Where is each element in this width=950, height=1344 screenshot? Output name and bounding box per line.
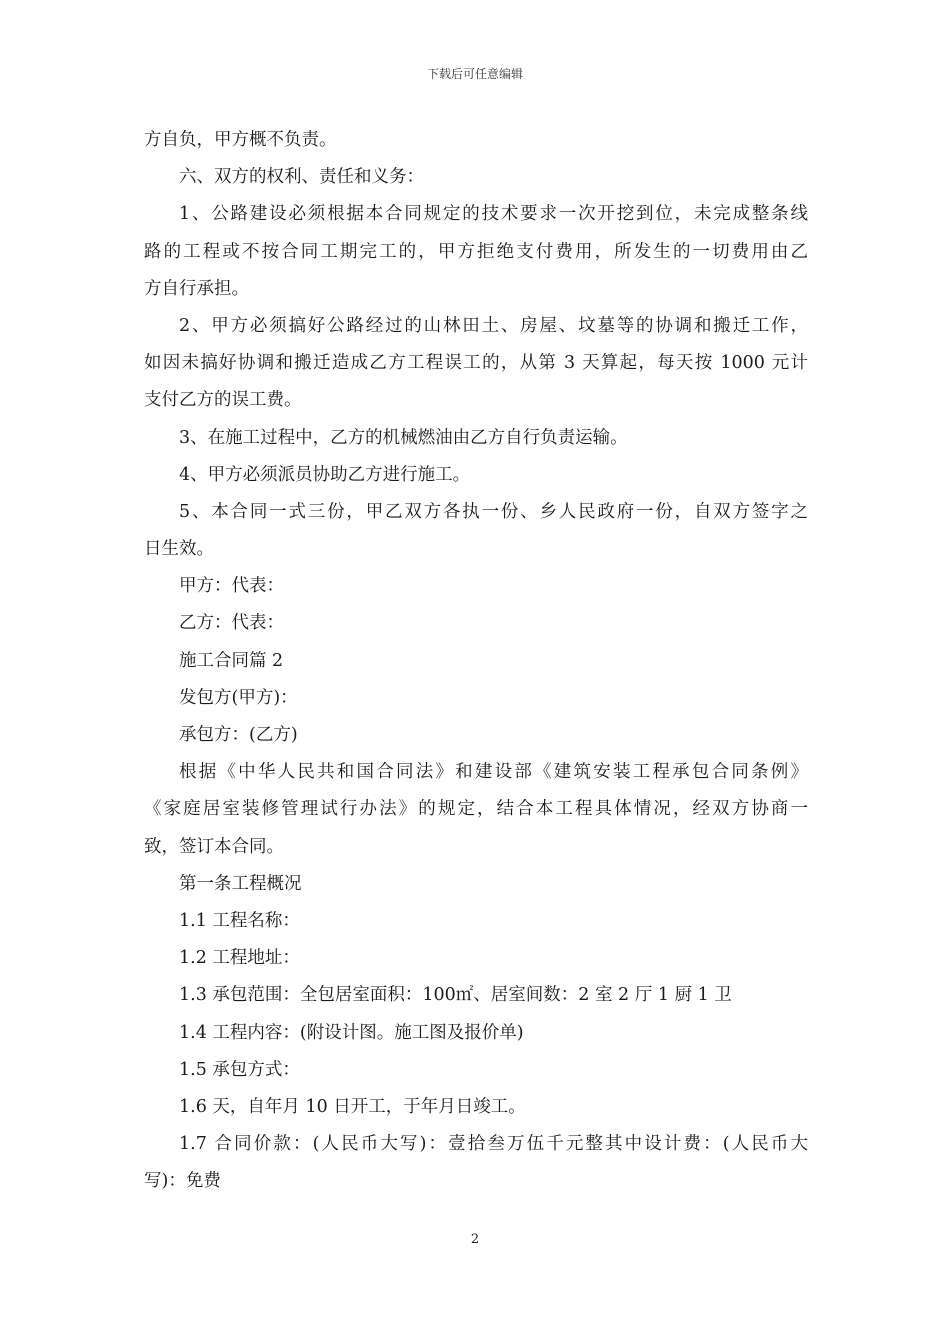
signature-party-a: 甲方：代表： [179,576,284,597]
text-line: 5、本合同一式三份，甲乙双方各执一份、乡人民政府一份，自双方签字之 [179,501,808,522]
text-line: 4、甲方必须派员协助乙方进行施工。 [179,464,471,485]
client-field: 发包方(甲方)： [179,687,298,708]
text-line: 方自行承担。 [144,278,249,299]
clause-price: 1.7 合同价款：(人民币大写)：壹拾叁万伍千元整其中设计费：(人民币大 [179,1134,808,1155]
contract-title: 施工合同篇 2 [179,650,284,671]
clause-content: 1.4 工程内容：(附设计图。施工图及报价单) [179,1022,524,1043]
text-line: 支付乙方的误工费。 [144,390,302,411]
text-line: 日生效。 [144,539,214,560]
text-line: 路的工程或不按合同工期完工的，甲方拒绝支付费用，所发生的一切费用由乙 [144,241,808,262]
text-line: 2、甲方必须搞好公路经过的山林田土、房屋、坟墓等的协调和搬迁工作， [179,315,808,336]
clause-project-address: 1.2 工程地址： [179,948,300,969]
clause-project-name: 1.1 工程名称： [179,910,300,931]
page-header: 下载后可任意编辑 [426,67,523,81]
page-number: 2 [470,1232,480,1247]
clause-method: 1.5 承包方式： [179,1059,300,1080]
contractor-field: 承包方：(乙方) [179,725,298,745]
article-heading: 第一条工程概况 [179,873,302,894]
text-line: 《家庭居室装修管理试行办法》的规定，结合本工程具体情况，经双方协商一 [144,799,808,820]
signature-party-b: 乙方：代表： [179,613,284,634]
text-line: 根据《中华人民共和国合同法》和建设部《建筑安装工程承包合同条例》 [179,762,808,783]
clause-schedule: 1.6 天，自年月 10 日开工，于年月日竣工。 [179,1096,526,1117]
text-line: 方自负，甲方概不负责。 [144,130,337,150]
clause-scope: 1.3 承包范围：全包居室面积：100㎡、居室间数：2 室 2 厅 1 厨 1 卫 [179,985,732,1006]
text-line: 如因未搞好协调和搬迁造成乙方工程误工的，从第 3 天算起，每天按 1000 元计 [144,353,808,374]
section-heading-rights: 六、双方的权利、责任和义务： [179,167,424,188]
text-line: 3、在施工过程中，乙方的机械燃油由乙方自行负责运输。 [179,427,628,448]
text-line: 写)：免费 [144,1171,221,1192]
text-line: 致，签订本合同。 [144,836,284,857]
text-line: 1、公路建设必须根据本合同规定的技术要求一次开挖到位，未完成整条线 [179,204,808,225]
document-body [144,122,808,1200]
